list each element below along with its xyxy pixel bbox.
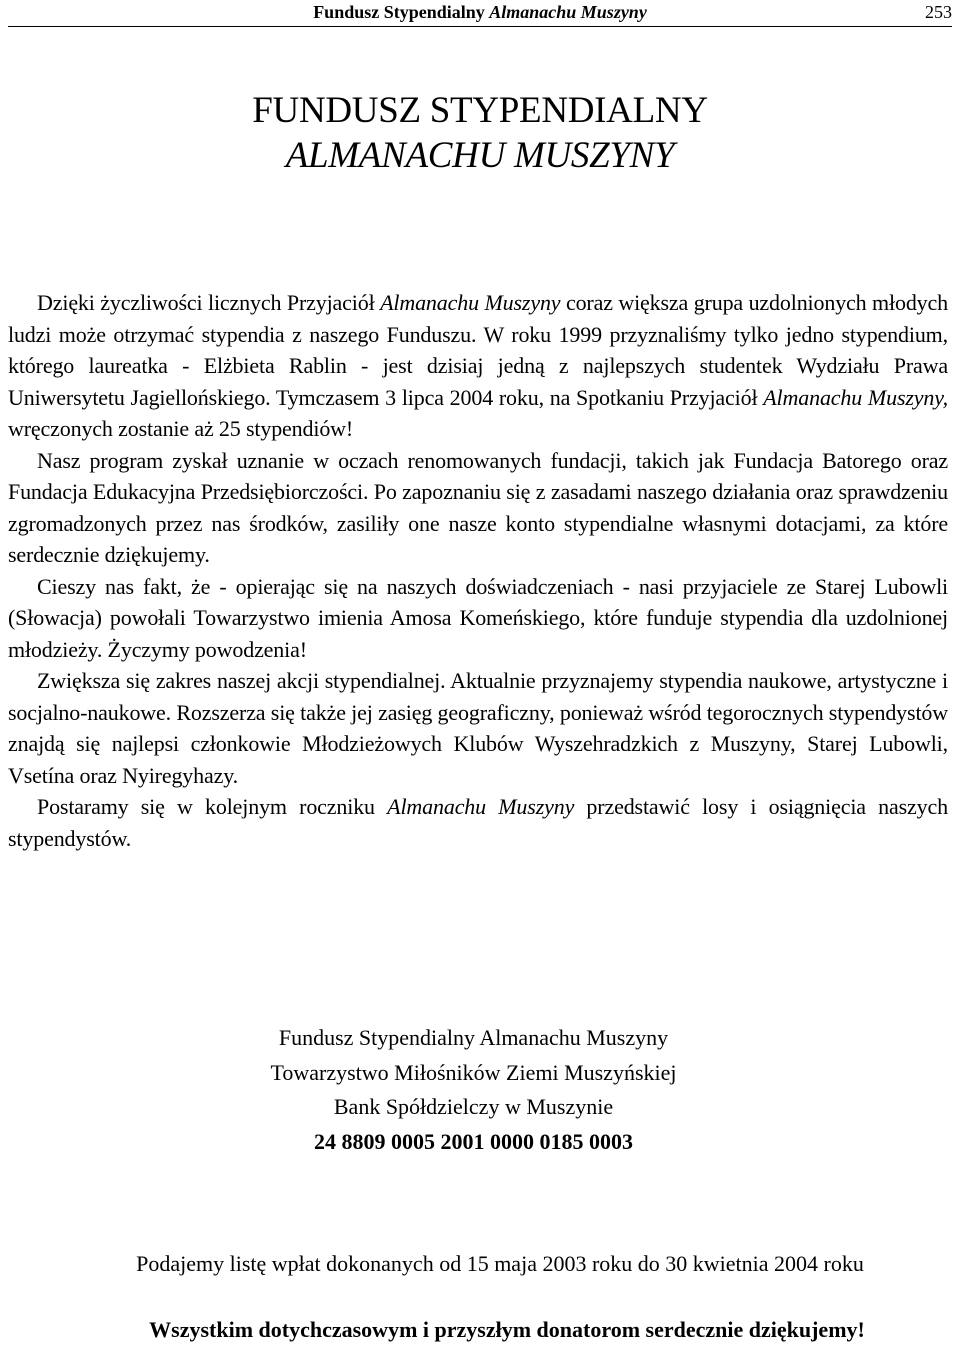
running-title-italic: Almanachu Muszyny	[489, 2, 647, 22]
paragraph-1-text-e: wręczonych zostanie aż 25 stypendiów!	[8, 416, 354, 441]
page-title	[0, 88, 960, 178]
article-body	[8, 287, 948, 854]
bank-account-block	[0, 1021, 947, 1159]
running-title-regular: Fundusz Stypendialny	[313, 2, 485, 22]
paragraph-3: Cieszy nas fakt, że - opierając się na naszych doświadczeniach - nasi przyjaciele ze Starej Lubowli (Słowacja) powołali Towarzystwo imienia Amosa Komeńskiego, które funduje stypendia dla uzdolnionej młodzieży. Życzymy powodzenia!	[8, 573, 948, 662]
donor-thanks: Wszystkim dotychczasowym i przyszłym donatorom serdecznie dziękujemy!	[149, 1317, 865, 1342]
paragraph-5-italic-b: Almanachu Muszyny	[387, 794, 575, 819]
paragraph-4: Zwiększa się zakres naszej akcji stypendialnej. Aktualnie przyznajemy stypendia naukowe, artystyczne i socjalno-naukowe. Rozszerza się także jej zasięg geograficzny, ponieważ wśród tegorocznych stypendystów znajdą się najlepsi członkowie Młodzieżowych Klubów Wyszehradzkich z Muszyny, Starej Lubowli, Vsetína oraz Nyiregyhazy.	[8, 668, 948, 788]
bank-name: Bank Spółdzielczy w Muszynie	[333, 1094, 614, 1119]
running-header	[8, 0, 952, 27]
paragraph-5-text-a: Postaramy się w kolejnym roczniku	[37, 794, 388, 819]
paragraph-1-italic-b: Almanachu Muszyny	[380, 290, 561, 315]
paragraph-2: Nasz program zyskał uznanie w oczach renomowanych fundacji, takich jak Fundacja Batorego oraz Fundacja Edukacyjna Przedsiębiorczości. Po zapoznaniu się z zasadami naszego działania oraz sprawdzeniu zgromadzonych przez nas środków, zasiliły one nasze konto stypendialne własnymi dotacjami, za które serdecznie dziękujemy.	[8, 447, 948, 567]
paragraph-1	[8, 287, 948, 445]
paragraph-5	[8, 791, 948, 854]
fund-name: Fundusz Stypendialny Almanachu Muszyny	[278, 1025, 669, 1050]
paragraph-1-text-a: Dzięki życzliwości licznych Przyjaciół	[37, 290, 381, 315]
page-title-line-1: FUNDUSZ STYPENDIALNY	[252, 90, 708, 131]
paragraph-1-italic-d: Almanachu Muszyny,	[763, 384, 948, 410]
society-name: Towarzystwo Miłośników Ziemi Muszyńskiej	[270, 1059, 677, 1085]
donation-list-note: Podajemy listę wpłat dokonanych od 15 maja 2003 roku do 30 kwietnia 2004 roku	[136, 1251, 864, 1276]
page-number: 253	[925, 2, 952, 22]
page-title-line-2: ALMANACHU MUSZYNY	[285, 135, 675, 176]
account-number: 24 8809 0005 2001 0000 0185 0003	[314, 1128, 633, 1154]
running-title	[8, 0, 952, 24]
paragraph-5-text-c: przedstawić losy i osiągnięcia naszych stypendystów.	[8, 794, 948, 851]
paragraph-1-text-c: coraz większa grupa uzdolnionych młodych ludzi może otrzymać stypendia z naszego Funduszu. W roku 1999 przyznaliśmy tylko jedno stypendium, którego laureatka - Elżbieta Rablin - jest dzisiaj jedną z najlepszych studentek Wydziału Prawa Uniwersytetu Jagiellońskiego. Tymczasem 3 lipca 2004 roku, na Spotkaniu Przyjaciół	[8, 290, 948, 410]
